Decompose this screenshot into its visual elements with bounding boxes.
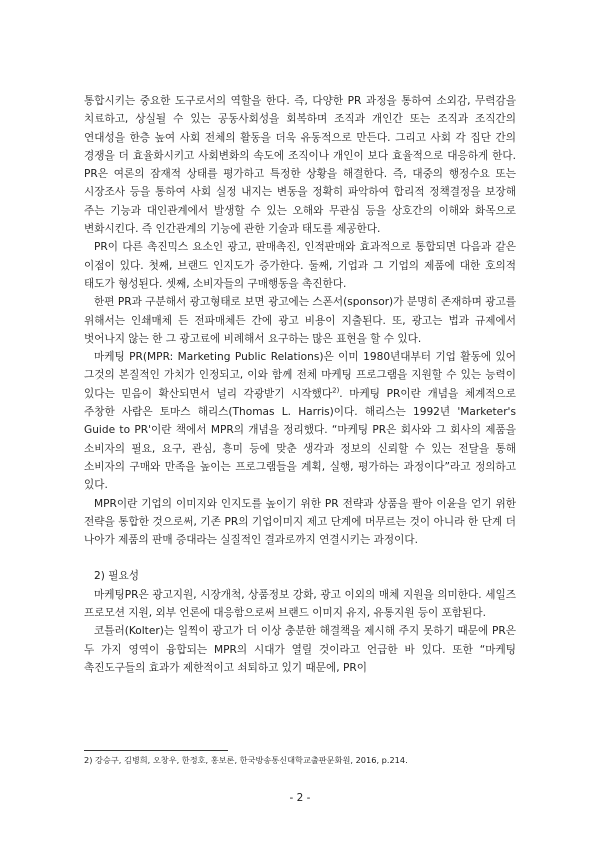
section-paragraph-2: 코틀러(Kolter)는 일찍이 광고가 더 이상 충분한 해결책을 제시해 주지 못하기 때문에 PR은 두 가지 영역이 융합되는 MPR의 시대가 열릴 것이라고 언급한 바 있다. 또한 “마케팅 촉진도구들의 효과가 제한적이고 쇠퇴하고 있기 때문에, PR이 [84,625,516,674]
document-body [84,92,516,677]
body-paragraph-5: MPR이란 기업의 이미지와 인지도를 높이기 위한 PR 전략과 상품을 팔아 이윤을 얻기 위한 전략을 통합한 것으로써, 기존 PR의 기업이미지 제고 단계에 머무르는 것이 아니라 한 단계 더 나아가 제품의 판매 증대라는 실질적인 결과로까지 연결시키는 과정이다. [84,497,516,547]
page-number: - 2 - [289,792,311,804]
body-paragraph-1: 통합시키는 중요한 도구로서의 역할을 한다. 즉, 다양한 PR 과정을 통하여 소외감, 무력감을 치료하고, 상실될 수 있는 공동사회성을 회복하며 조직과 개인간 또는 조직과 조직간의 연대성을 한층 높여 사회 전체의 활동을 더욱 유동적으로 만든다. 그리고 사회 각 집단 간의 경쟁을 더 효율화시키고 사회변화의 속도에 조직이나 개인이 보다 효율적으로 대응하게 한다. PR은 여론의 잠재적 상태를 평가하고 특정한 상황을 해결한다. 즉, 대중의 행정수요 또는 시장조사 등을 통하여 사회 실정 내지는 변동을 정확히 파악하여 합리적 정책결정을 보장해 주는 기능과 대인관계에서 발생할 수 있는 오해와 무관심 등을 상호간의 이해와 화목으로 변화시킨다. 즉 인간관계의 기능에 관한 기술과 태도를 제공한다. [84,95,516,236]
body-paragraph-4-text-a: 마케팅 PR(MPR: Marketing Public Relations)은 이미 1980년대부터 기업 활동에 있어 그것의 본질적인 가치가 인정되고, 이와 함께 전체 마케팅 프로그램을 지원할 수 있는 능력이 있다는 믿음이 확산되면서 널리 각광받기 시작했다 [84,351,516,400]
section-heading: 2) 필요성 [94,570,139,583]
section-paragraph-1: 마케팅PR은 광고지원, 시장개척, 상품정보 강화, 광고 이외의 매체 지원을 의미한다. 세일즈 프로모션 지원, 외부 언론에 대응함으로써 브랜드 이미지 유지, 유통지원 등이 포함된다. [84,588,516,620]
body-paragraph-4 [84,348,516,494]
body-paragraph-3: 한편 PR과 구분해서 광고형태로 보면 광고에는 스폰서(sponsor)가 분명히 존재하며 광고를 위해서는 인쇄매체 든 전파매체든 간에 광고 비용이 지출된다. 또, 광고는 법과 규제에서 벗어나지 않는 한 그 광고료에 비례해서 요구하는 많은 표현을 할 수 있다. [84,296,516,345]
body-paragraph-4-text-b: . 마케팅 PR이란 개념을 체계적으로 주창한 사람은 토마스 해리스(Thomas L. Harris)이다. 해리스는 1992년 'Marketer's Guide to PR'이란 책에서 MPR의 개념을 정리했다. “마케팅 PR은 회사와 그 회사의 제품을 소비자의 필요, 요구, 관심, 흥미 등에 맞춘 생각과 정보의 신뢰할 수 있는 전달을 통해 소비자의 구매와 만족을 높이는 프로그램들을 계획, 실행, 평가하는 과정이다”라고 정의하고 있다. [84,387,517,492]
section-gap [84,549,516,567]
footnote-reference[interactable]: 2) [332,386,340,395]
footnote-divider [84,750,228,751]
body-paragraph-2: PR이 다른 촉진믹스 요소인 광고, 판매촉진, 인적판매와 효과적으로 통합되면 다음과 같은 이점이 있다. 첫째, 브랜드 인지도가 증가한다. 둘째, 기업과 그 기업의 제품에 대한 호의적 태도가 형성된다. 셋째, 소비자들의 구매행동을 촉진한다. [84,241,516,290]
footnote-text: 2) 강승구, 김병희, 오창우, 한정호, 홍보론, 한국방송통신대학교출판문화원, 2016, p.214. [84,755,408,765]
